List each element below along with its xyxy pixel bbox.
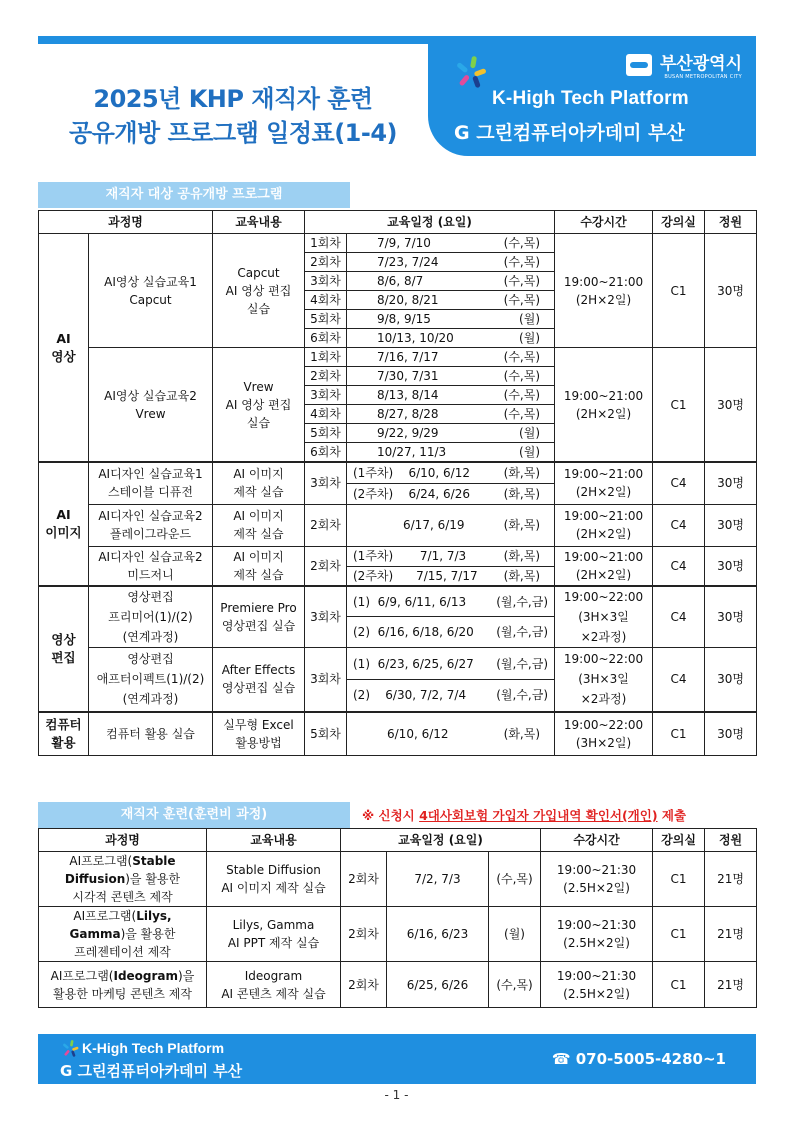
col-time: 수강시간 (541, 829, 653, 852)
course-content: Stable Diffusion AI 이미지 제작 실습 (207, 852, 341, 907)
table-row (39, 712, 757, 756)
course-time: 19:00~21:00 (2H×2일) (555, 504, 653, 546)
table-header-row (39, 211, 757, 234)
course-room: C4 (653, 648, 705, 712)
schedule-table-2 (38, 828, 757, 1008)
course-capacity: 30명 (705, 712, 757, 756)
busan-city-en: BUSAN METROPOLITAN CITY (664, 74, 742, 80)
group-computer: 컴퓨터 활용 (39, 712, 89, 756)
table-row (39, 504, 757, 546)
session-date: (1주차) 6/10, 6/12 (화,목) (347, 462, 555, 483)
session-date: 8/20, 8/21 (수,목) (347, 291, 555, 310)
session-date: 9/8, 9/15 (월) (347, 310, 555, 329)
course-capacity: 30명 (705, 348, 757, 463)
course-content: AI 이미지 제작 실습 (213, 546, 305, 586)
table-row (39, 234, 757, 253)
course-name: AI디자인 실습교육2 플레이그라운드 (89, 504, 213, 546)
session-date: 7/2, 7/3 (387, 852, 489, 907)
course-time: 19:00~22:00 (3H×3일 ×2과정) (555, 648, 653, 712)
session-number: 4회차 (305, 405, 347, 424)
course-time: 19:00~21:30 (2.5H×2일) (541, 962, 653, 1008)
course-room: C1 (653, 962, 705, 1008)
session-date: (2주차) 6/24, 6/26 (화,목) (347, 483, 555, 504)
session-date: (2주차) 7/15, 7/17 (화,목) (347, 566, 555, 586)
session-number: 5회차 (305, 310, 347, 329)
busan-city-logo (660, 54, 742, 81)
title-line-2: 공유개방 프로그램 일정표(1-4) (68, 119, 398, 147)
course-name: 영상편집 프리미어(1)/(2) (연계과정) (89, 586, 213, 648)
session-count: 3회차 (305, 586, 347, 648)
session-count: 2회차 (341, 962, 387, 1008)
course-content: 실무형 Excel 활용방법 (213, 712, 305, 756)
session-count: 3회차 (305, 462, 347, 504)
session-day: (월) (489, 907, 541, 962)
session-date: 6/17, 6/19 (화,목) (347, 504, 555, 546)
session-number: 3회차 (305, 272, 347, 291)
col-time: 수강시간 (555, 211, 653, 234)
col-capacity: 정원 (705, 211, 757, 234)
session-date: (2) 6/30, 7/2, 7/4 (월,수,금) (347, 680, 555, 712)
group-video-edit: 영상 편집 (39, 586, 89, 712)
session-date: (1) 6/23, 6/25, 6/27 (월,수,금) (347, 648, 555, 680)
col-course-name: 과정명 (39, 211, 213, 234)
session-date: (2) 6/16, 6/18, 6/20 (월,수,금) (347, 617, 555, 648)
course-time: 19:00~22:00 (3H×3일 ×2과정) (555, 586, 653, 648)
course-room: C1 (653, 852, 705, 907)
session-number: 2회차 (305, 253, 347, 272)
footer-academy: G 그린컴퓨터아카데미 부산 (60, 1062, 243, 1080)
session-date: 7/16, 7/17 (수,목) (347, 348, 555, 367)
course-content: AI 이미지 제작 실습 (213, 462, 305, 504)
course-name: 컴퓨터 활용 실습 (89, 712, 213, 756)
table-row (39, 546, 757, 566)
course-time: 19:00~21:00 (2H×2일) (555, 234, 653, 348)
session-day: (수,목) (489, 962, 541, 1008)
col-room: 강의실 (653, 829, 705, 852)
session-count: 2회차 (305, 504, 347, 546)
table-row (39, 586, 757, 617)
course-content: Vrew AI 영상 편집 실습 (213, 348, 305, 463)
session-date: 8/27, 8/28 (수,목) (347, 405, 555, 424)
course-name: AI디자인 실습교육1 스테이블 디퓨전 (89, 462, 213, 504)
session-number: 6회차 (305, 329, 347, 348)
session-number: 3회차 (305, 386, 347, 405)
academy-name: G 그린컴퓨터아카데미 부산 (454, 122, 685, 144)
course-capacity: 30명 (705, 504, 757, 546)
table-row (39, 907, 757, 962)
session-number: 6회차 (305, 443, 347, 463)
course-room: C4 (653, 546, 705, 586)
table-row (39, 962, 757, 1008)
course-room: C1 (653, 712, 705, 756)
table-row (39, 648, 757, 680)
col-schedule: 교육일정 (요일) (341, 829, 541, 852)
session-number: 5회차 (305, 424, 347, 443)
course-name: AI프로그램(Ideogram)을 활용한 마케팅 콘텐츠 제작 (39, 962, 207, 1008)
footer-platform: K-High Tech Platform (82, 1040, 225, 1056)
course-content: Ideogram AI 콘텐츠 제작 실습 (207, 962, 341, 1008)
schedule-table-1 (38, 210, 757, 756)
course-capacity: 30명 (705, 546, 757, 586)
course-capacity: 30명 (705, 648, 757, 712)
footer-bar (38, 1034, 756, 1084)
course-content: AI 이미지 제작 실습 (213, 504, 305, 546)
footer-phone: ☎ 070-5005-4280~1 (551, 1050, 726, 1068)
course-capacity: 21명 (705, 907, 757, 962)
course-name: AI디자인 실습교육2 미드저니 (89, 546, 213, 586)
session-date: (1) 6/9, 6/11, 6/13 (월,수,금) (347, 586, 555, 617)
col-course-name: 과정명 (39, 829, 207, 852)
session-date: 8/13, 8/14 (수,목) (347, 386, 555, 405)
table-row (39, 852, 757, 907)
session-date: 7/23, 7/24 (수,목) (347, 253, 555, 272)
course-capacity: 30명 (705, 462, 757, 504)
course-name: AI프로그램(Stable Diffusion)을 활용한 시각적 콘텐츠 제작 (39, 852, 207, 907)
session-number: 1회차 (305, 234, 347, 253)
k-high-star-logo (456, 56, 488, 90)
session-date: 8/6, 8/7 (수,목) (347, 272, 555, 291)
page-number: - 1 - (384, 1088, 409, 1102)
col-content: 교육내용 (207, 829, 341, 852)
course-room: C4 (653, 462, 705, 504)
course-content: Lilys, Gamma AI PPT 제작 실습 (207, 907, 341, 962)
session-date: 6/25, 6/26 (387, 962, 489, 1008)
course-room: C1 (653, 348, 705, 463)
section1-label: 재직자 대상 공유개방 프로그램 (38, 182, 350, 208)
course-time: 19:00~21:00 (2H×2일) (555, 462, 653, 504)
session-count: 2회차 (341, 852, 387, 907)
platform-name: K-High Tech Platform (492, 88, 689, 109)
header-brand-panel (428, 44, 756, 156)
course-capacity: 30명 (705, 586, 757, 648)
course-time: 19:00~21:30 (2.5H×2일) (541, 907, 653, 962)
group-ai-image: AI 이미지 (39, 462, 89, 586)
col-room: 강의실 (653, 211, 705, 234)
session-date: 10/27, 11/3 (월) (347, 443, 555, 463)
session-count: 3회차 (305, 648, 347, 712)
col-capacity: 정원 (705, 829, 757, 852)
session-count: 5회차 (305, 712, 347, 756)
col-schedule: 교육일정 (요일) (305, 211, 555, 234)
session-date: (1주차) 7/1, 7/3 (화,목) (347, 546, 555, 566)
session-date: 7/9, 7/10 (수,목) (347, 234, 555, 253)
course-capacity: 30명 (705, 234, 757, 348)
course-room: C1 (653, 907, 705, 962)
course-name: AI영상 실습교육2 Vrew (89, 348, 213, 463)
course-time: 19:00~21:00 (2H×2일) (555, 546, 653, 586)
session-date: 6/10, 6/12 (화,목) (347, 712, 555, 756)
course-room: C4 (653, 504, 705, 546)
title-line-1: 2025년 KHP 재직자 훈련 (93, 85, 373, 113)
group-ai-video: AI 영상 (39, 234, 89, 463)
course-time: 19:00~21:30 (2.5H×2일) (541, 852, 653, 907)
table-header-row (39, 829, 757, 852)
course-capacity: 21명 (705, 962, 757, 1008)
course-room: C1 (653, 234, 705, 348)
course-content: Premiere Pro 영상편집 실습 (213, 586, 305, 648)
session-number: 2회차 (305, 367, 347, 386)
course-content: After Effects 영상편집 실습 (213, 648, 305, 712)
col-content: 교육내용 (213, 211, 305, 234)
session-count: 2회차 (305, 546, 347, 586)
table-row (39, 348, 757, 367)
busan-city-icon (626, 54, 652, 76)
session-count: 2회차 (341, 907, 387, 962)
course-time: 19:00~22:00 (3H×2일) (555, 712, 653, 756)
course-content: Capcut AI 영상 편집 실습 (213, 234, 305, 348)
course-name: 영상편집 애프터이펙트(1)/(2) (연계과정) (89, 648, 213, 712)
course-room: C4 (653, 586, 705, 648)
course-time: 19:00~21:00 (2H×2일) (555, 348, 653, 463)
session-date: 10/13, 10/20 (월) (347, 329, 555, 348)
session-date: 6/16, 6/23 (387, 907, 489, 962)
section2-label: 재직자 훈련(훈련비 과정) (38, 802, 350, 828)
header-bar (38, 36, 756, 44)
session-date: 9/22, 9/29 (월) (347, 424, 555, 443)
application-notice: ※ 신청시 4대사회보험 가입자 가입내역 확인서(개인) 제출 (362, 808, 687, 823)
session-day: (수,목) (489, 852, 541, 907)
course-name: AI프로그램(Lilys, Gamma)을 활용한 프레젠테이션 제작 (39, 907, 207, 962)
k-high-star-logo-small (62, 1040, 80, 1058)
table-row (39, 462, 757, 483)
session-number: 1회차 (305, 348, 347, 367)
session-date: 7/30, 7/31 (수,목) (347, 367, 555, 386)
page-title (38, 82, 428, 150)
session-number: 4회차 (305, 291, 347, 310)
busan-city-name: 부산광역시 (659, 54, 742, 74)
course-name: AI영상 실습교육1 Capcut (89, 234, 213, 348)
course-capacity: 21명 (705, 852, 757, 907)
